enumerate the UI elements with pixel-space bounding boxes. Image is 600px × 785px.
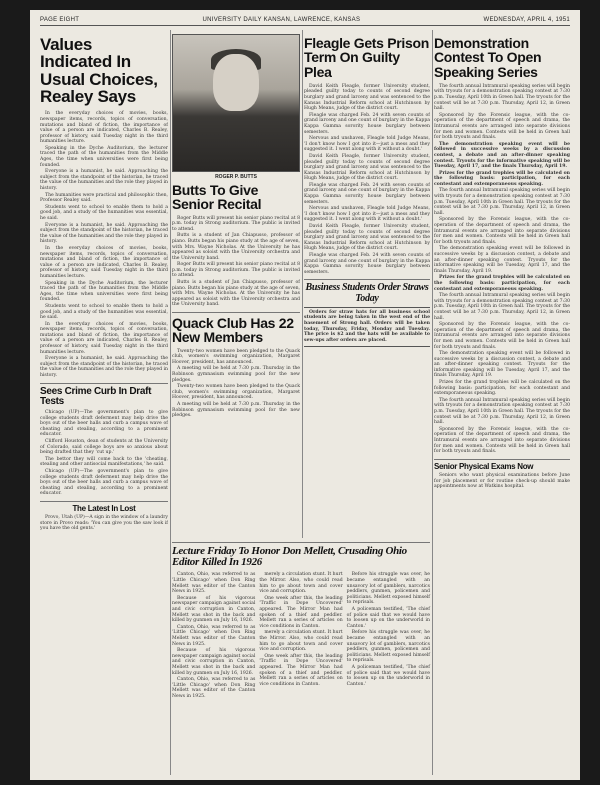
paragraph: Fleagle was charged Feb. 24 with seven counts of grand larceny and one count of burglary in the Kappa Kappa Gamma sorority house burglary between semesters.	[304, 182, 430, 205]
photo-face	[213, 54, 258, 111]
paragraph: Butts is a student of Jan Chiapusso, professor of piano. Butts began his piano study at the age of seven, with Mrs. Wayne Nicholas. At the University he has appeared as soloist with the University orchestra and the University band.	[172, 280, 300, 308]
paragraph: Chicago (UP)—The government's plan to give college students draft deferment may help drive the boys out of the beer halls and curb a campus wave of cheating and stealing, according to a prominent educator.	[40, 410, 168, 438]
paragraph: Butts is a student of Jan Chiapusso, professor of piano. Butts began his piano study at the age of seven, with Mrs. Wayne Nicholas. At the University he has appeared as soloist with the University orchestra and the University band.	[172, 233, 300, 261]
paragraph: The demonstration speaking event will be followed in successive weeks by a discussion contest, a debate and an after-dinner speaking contest. Tryouts for the informative speaking will be Tuesday, April 17, and the finals Thursday, April 19.	[434, 141, 570, 170]
paragraph: Sponsored by the Forensic league, with the co-operation of the department of speech and drama, the Intramural events are arranged into separate divisions for men and women. Contests will be held in Green hall for both tryouts and finals.	[434, 217, 570, 245]
paragraph: Everyone is a humanist, he said. Approaching the subject from the standpoint of the historian, he traced the value of the humanities and the role they played in history.	[40, 169, 168, 192]
paragraph: One week after this, the leading 'Traffic in Dope Uncovered' appeared. The Mirror Man had spoken of a thief and peddler. Mellett ran a series of articles on vice conditions in Canton.	[259, 653, 343, 687]
paragraph: Canton, Ohio, was referred to as 'Little Chicago' when Don Ring Mellett was editor of the Canton News in 1925.	[172, 624, 256, 647]
paragraph: Everyone is a humanist, he said. Approaching the subject from the standpoint of the historian, he traced the value of the humanities and the role they played in history.	[40, 222, 168, 245]
paragraph: Before his struggle was over, he became entangled with an unsavory lot of gamblers, narcotics peddlers, gunmen, policemen and politicians. Mellett exposed himself to reprisals.	[346, 630, 430, 664]
lecture-columns	[172, 572, 430, 700]
column-rule	[170, 30, 171, 775]
paragraph: Because of his vigorous newspaper campaign against social and civic corruption in Canton, Mellett was shot in the back and killed by gunmen on July 16, 1926.	[172, 595, 256, 624]
paragraph: Prizes for the grand trophies will be calculated on the following basis: participation, for each contestant and extemporaneous speaking.	[434, 380, 570, 397]
paragraph: Provo, Utah (UP)—A sign in the window of a laundry store in Provo reads: 'You can give you the saw look if you have the old gents.'	[40, 515, 168, 532]
divider	[172, 312, 300, 313]
paragraph: The humanities were practical and philosophic then, Professor Realey said.	[40, 192, 168, 204]
paragraph: merely a circulation stunt. It hurt the Mirror. Also, who could read him to go about town and cover vice and corruption.	[259, 630, 343, 653]
column-rule	[302, 30, 303, 538]
divider	[304, 279, 430, 280]
paragraph: Prizes for the grand trophies will be calculated on the following basis: participation, for each contestant and extemporaneous speaking.	[434, 170, 570, 187]
paragraph: One week after this, the leading 'Traffic in Dope Uncovered' appeared. The Mirror Man had spoken of a thief and peddler. Mellett ran a series of articles on vice conditions in Canton.	[259, 595, 343, 629]
paragraph: A policeman testified, 'The chief of police said that we would have to loosen up on the underworld in Canton.'	[346, 664, 430, 687]
paragraph: merely a circulation stunt. It hurt the Mirror. Also, who could read him to go about town and cover vice and corruption.	[259, 572, 343, 595]
paragraph: The fourth annual Intramural speaking series will begin with tryouts for a demonstration speaking contest at 7:30 p.m. Tuesday, April 10th in Green hall. The tryouts for the contest will be at 7:30 p.m. Thursday, April 12, in Green hall.	[434, 188, 570, 216]
paragraph: Students went to school to enable them to hold a good job, and a study of the humanities was essential, he said.	[40, 204, 168, 221]
paper-name: UNIVERSITY DAILY KANSAN, LAWRENCE, KANSAS	[202, 16, 361, 23]
paragraph: Twenty-two women have been pledged to the Quack club, women's swimming organization, Margaret Hoover, president, has announced.	[172, 384, 300, 401]
article-headline: Demonstration Contest To Open Speaking Series	[434, 35, 542, 80]
paragraph: A policeman testified, 'The chief of police said that we would have to loosen up on the underworld in Canton.'	[346, 607, 430, 629]
paragraph: The fourth annual Intramural speaking series will begin with tryouts for a demonstration speaking contest at 7:30 p.m. Tuesday, April 10th in Green hall. The tryouts for the contest will be at 7:30 p.m. Thursday, April 12, in Green hall.	[434, 397, 570, 426]
paragraph: Speaking in the Dyche Auditorium, the lecturer traced the path of the humanities from the Middle Ages, the time when universities were first being founded.	[40, 280, 168, 303]
lecture-column	[259, 572, 342, 700]
paragraph: Because of his vigorous newspaper campaign against social and civic corruption in Canton, Mellett was shot in the back and killed by gunmen on July 16, 1926.	[172, 648, 256, 676]
paragraph: Canton, Ohio, was referred to as 'Little Chicago' when Don Ring Mellett was editor of the Canton News in 1925.	[172, 677, 256, 699]
paragraph: Seniors who want physical examinations before June for job placement or for routine check-up should make appointments now at Watkins hospital.	[434, 472, 570, 490]
paragraph: David Keith Fleagle, former University student, pleaded guilty today to counts of second degree burglary and grand larceny and was sentenced to the Kansas Industrial Reform school at Hutchinson by Hugh Means, judge of the district court.	[304, 83, 430, 112]
divider	[40, 501, 168, 502]
paragraph: A meeting will be held at 7:30 p.m. Thursday in the Robinson gymnasium swimming pool for the new pledges.	[172, 401, 300, 419]
paragraph: Sponsored by the Forensic league, with the co-operation of the department of speech and drama, the Intramural events are arranged into separate divisions for men and women. Contests will be held in Green hall for both tryouts and finals.	[434, 322, 570, 350]
paragraph: The demonstration speaking event will be followed in successive weeks by a discussion contest, a debate and an after-dinner speaking contest. Tryouts for the informative speaking will be Tuesday, April 17, and the finals Thursday, April 19.	[434, 351, 570, 379]
paragraph: Roger Butts will present his senior piano recital at 8 p.m. today in Strong auditorium. The public is invited to attend.	[172, 215, 300, 232]
paragraph: Sponsored by the Forensic league, with the co-operation of the department of speech and drama, the Intramural events are arranged into separate divisions for men and women. Contests will be held in Green hall for both tryouts and finals.	[434, 112, 570, 141]
column-3	[304, 30, 430, 538]
article-body	[40, 111, 168, 378]
paragraph: A meeting will be held at 7:30 p.m. Thursday in the Robinson gymnasium swimming pool for the new pledges.	[172, 366, 300, 383]
column-2	[172, 30, 300, 420]
paragraph: Fleagle was charged Feb. 24 with seven counts of grand larceny and one count of burglary in the Kappa Kappa Gamma sorority house burglary between semesters.	[304, 112, 430, 135]
paragraph: Nervous and unshaven, Fleagle told Judge Means, 'I don't know how I got into it—just a mess and they suggested it. I went along with it without a doubt.'	[304, 136, 430, 153]
paragraph: The bettor they will come back to the 'cheating, stealing and other antisocial manifestations,' he said.	[40, 456, 168, 468]
column-rule	[432, 30, 433, 775]
column-1	[40, 30, 168, 775]
paragraph: Chicago (UP)—The government's plan to give college students draft deferment may help drive the boys out of the beer halls and curb a campus wave of cheating and stealing, according to a prominent educator.	[40, 468, 168, 497]
divider	[40, 383, 168, 384]
folio-bar	[40, 14, 570, 26]
paragraph: In the everyday choices of movies, books, newspaper items, records, topics of conversation, mutations and bland of fiction, the importance of value of a person are indicated, Charles B. Realey, professor of history, said Tuesday night in the third humanities lecture.	[40, 245, 168, 279]
paragraph: Canton, Ohio, was referred to as 'Little Chicago' when Don Ring Mellett was editor of the Canton News in 1925.	[172, 572, 256, 595]
divider	[172, 542, 430, 543]
lecture-column	[347, 572, 430, 700]
paragraph: Roger Butts will present his senior piano recital at 8 p.m. today in Strong auditorium. The public is invited to attend.	[172, 262, 300, 279]
photo-caption: ROGER P. BUTTS	[215, 174, 257, 180]
divider	[434, 459, 570, 460]
article-headline: Fleagle Gets Prison Term On Guilty Plea	[304, 35, 430, 80]
business-notice	[304, 307, 430, 348]
article-headline: Quack Club Has 22 New Members	[172, 315, 294, 346]
article-headline: Senior Physical Exams Now	[434, 461, 534, 471]
paragraph: The fourth annual Intramural speaking series will begin with tryouts for a demonstration speaking contest at 7:30 p.m. Tuesday, April 10th in Green hall. The tryouts for the contest will be at 7:30 p.m. Thursday, April 12, in Green hall.	[434, 293, 570, 321]
paragraph: Twenty-two women have been pledged to the Quack club, women's swimming organization, Margaret Hoover, president, has announced.	[172, 348, 300, 365]
paragraph: Speaking in the Dyche Auditorium, the lecturer traced the path of the humanities from the Middle Ages, the time when universities were first being founded.	[40, 145, 168, 168]
paragraph: Nervous and unshaven, Fleagle told Judge Means, 'I don't know how I got into it—just a mess and they suggested it. I went along with it without a doubt.'	[304, 206, 430, 223]
paragraph: Orders for straw hats for all business school students are being taken in the west end of the basement of Strong hall. Orders will be taken today, Thursday, Friday, Monday and Tuesday. The price is $2 and the hats will be available to sew-ups after orders are placed.	[304, 309, 430, 343]
article-headline: Butts To Give Senior Recital	[172, 182, 262, 213]
paragraph: Fleagle was charged Feb. 24 with seven counts of grand larceny and one count of burglary in the Kappa Kappa Gamma sorority house burglary between semesters.	[304, 253, 430, 275]
paragraph: David Keith Fleagle, former University student, pleaded guilty today to counts of second degree burglary and grand larceny and was sentenced to the Kansas Industrial Reform school at Hutchinson by Hugh Means, judge of the district court.	[304, 224, 430, 252]
paragraph: Everyone is a humanist, he said. Approaching the subject from the standpoint of the historian, he traced the value of the humanities and the role they played in history.	[40, 356, 168, 379]
paragraph: In the everyday choices of movies, books, newspaper items, records, topics of conversation, mutations and bland of fiction, the importance of value of a person are indicated, Charles B. Realey, professor of history, said Tuesday night in the third humanities lecture.	[40, 321, 168, 355]
page-number: PAGE EIGHT	[40, 16, 80, 23]
issue-date: WEDNESDAY, APRIL 4, 1951	[483, 16, 570, 23]
paragraph: Prizes for the grand trophies will be calculated on the following basis: participation, for each contestant and extemporaneous speaking.	[434, 275, 570, 292]
paragraph: The fourth annual Intramural speaking series will begin with tryouts for a demonstration speaking contest at 7:30 p.m. Tuesday, April 10th in Green hall. The tryouts for the contest will be at 7:30 p.m. Thursday, April 12, in Green hall.	[434, 83, 570, 112]
newspaper-page	[30, 10, 580, 780]
paragraph: Before his struggle was over, he became entangled with an unsavory lot of gamblers, narcotics peddlers, gunmen, policemen and politicians. Mellett exposed himself to reprisals.	[346, 572, 430, 606]
article-headline: Lecture Friday To Honor Don Mellett, Crusading Ohio Editor Killed In 1926	[172, 545, 407, 569]
article-headline: Sees Crime Curb In Draft Tests	[40, 385, 152, 407]
paragraph: Clifford Houston, dean of students at the University of Colorado, said college boys are so anxious about being drafted that they 'cut up.'	[40, 438, 168, 456]
paragraph: The demonstration speaking event will be followed in successive weeks by a discussion contest, a debate and an after-dinner speaking contest. Tryouts for the informative speaking will be Tuesday, April 17, and the finals Thursday, April 19.	[434, 246, 570, 274]
paragraph: In the everyday choices of movies, books, newspaper items, records, topics of conversation, mutations and bland of fiction, the importance of value of a person are indicated, Charles B. Realey, professor of history, said Tuesday night in the third humanities lecture.	[40, 111, 168, 145]
article-headline: Values Indicated In Usual Choices, Realey Says	[40, 35, 158, 106]
paragraph: Students went to school to enable them to hold a good job, and a study of the humanities was essential, he said.	[40, 303, 168, 321]
article-headline: Business Students Order Straws Today	[305, 282, 429, 304]
paragraph: Sponsored by the Forensic league, with the co-operation of the department of speech and drama, the Intramural events are arranged into separate divisions for men and women. Contests will be held in Green hall for both tryouts and finals.	[434, 426, 570, 455]
lecture-column	[172, 572, 255, 700]
column-4	[434, 30, 570, 491]
lecture-story	[172, 542, 430, 701]
portrait-photo	[172, 34, 300, 172]
article-headline: The Latest In Lost	[72, 503, 136, 513]
paragraph: David Keith Fleagle, former University student, pleaded guilty today to counts of second degree burglary and grand larceny and was sentenced to the Kansas Industrial Reform school at Hutchinson by Hugh Means, judge of the district court.	[304, 153, 430, 182]
